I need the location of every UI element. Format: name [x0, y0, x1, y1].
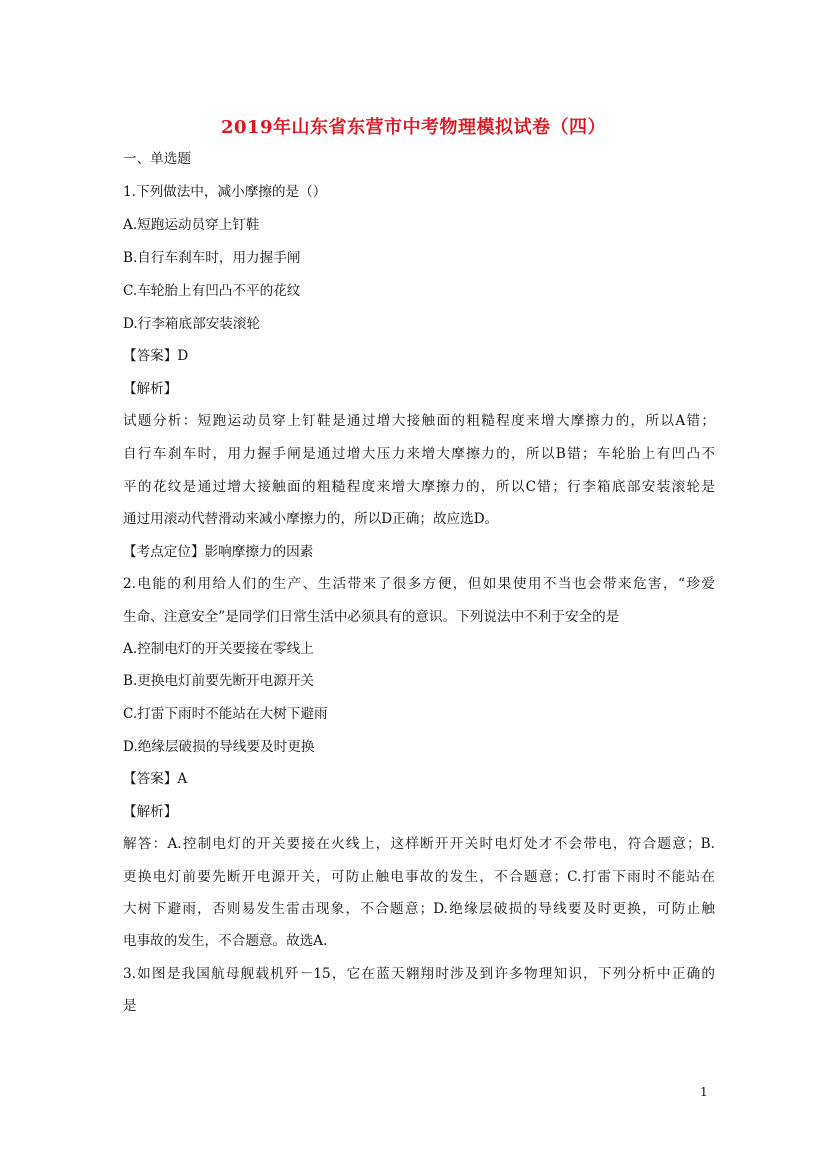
q1-option-a: A.短跑运动员穿上钉鞋 — [123, 217, 260, 233]
q2-option-d: D.绝缘层破损的导线要及时更换 — [123, 739, 315, 755]
q1-kaodian: 【考点定位】影响摩擦力的因素 — [123, 544, 314, 560]
q3-stem-line: 3.如图是我国航母舰载机歼－15，它在蓝天翱翔时涉及到许多物理知识，下列分析中正确的 — [123, 966, 715, 982]
q1-answer: 【答案】D — [123, 348, 189, 364]
q1-option-d: D.行李箱底部安装滚轮 — [123, 316, 261, 332]
q2-analysis-line: 电事故的发生，不合题意。故选A. — [123, 933, 328, 949]
q2-stem-line: 生命、注意安全”是同学们日常生活中必须具有的意识。下列说法中不利于安全的是 — [123, 609, 620, 625]
q1-analysis-line: 试题分析：短跑运动员穿上钉鞋是通过增大接触面的粗糙程度来增大摩擦力的，所以A错； — [123, 413, 715, 429]
q1-analysis-label: 【解析】 — [123, 381, 178, 397]
page-number: 1 — [700, 1085, 708, 1099]
q2-answer: 【答案】A — [123, 771, 188, 787]
q2-option-c: C.打雷下雨时不能站在大树下避雨 — [123, 706, 328, 722]
q1-analysis-line: 通过用滚动代替滑动来减小摩擦力的，所以D正确；故应选D。 — [123, 511, 499, 527]
q1-analysis-line: 平的花纹是通过增大接触面的粗糙程度来增大摩擦力的，所以C错；行李箱底部安装滚轮是 — [123, 479, 715, 495]
document-title: 2019年山东省东营市中考物理模拟试卷（四） — [220, 117, 607, 138]
q1-option-c: C.车轮胎上有凹凸不平的花纹 — [123, 283, 301, 299]
q2-analysis-line: 解答：A.控制电灯的开关要接在火线上，这样断开开关时电灯处才不会带电，符合题意；B. — [123, 836, 715, 852]
section-heading: 一、单选题 — [123, 151, 191, 167]
q2-analysis-line: 更换电灯前要先断开电源开关，可防止触电事故的发生，不合题意；C.打雷下雨时不能站在 — [123, 869, 715, 885]
q2-option-a: A.控制电灯的开关要接在零线上 — [123, 641, 314, 657]
q2-analysis-line: 大树下避雨，否则易发生雷击现象，不合题意；D.绝缘层破损的导线要及时更换，可防止触 — [123, 901, 715, 917]
q1-stem: 1.下列做法中，减小摩擦的是（） — [123, 184, 327, 200]
q1-analysis-line: 自行车刹车时，用力握手闸是通过增大压力来增大摩擦力的，所以B错；车轮胎上有凹凸不 — [123, 446, 715, 462]
q2-analysis-label: 【解析】 — [123, 804, 178, 820]
q2-option-b: B.更换电灯前要先断开电源开关 — [123, 673, 315, 689]
q2-stem-line: 2.电能的利用给人们的生产、生活带来了很多方便，但如果使用不当也会带来危害，“珍爱 — [123, 576, 715, 592]
q3-stem-line: 是 — [123, 998, 137, 1014]
q1-option-b: B.自行车刹车时，用力握手闸 — [123, 250, 301, 266]
